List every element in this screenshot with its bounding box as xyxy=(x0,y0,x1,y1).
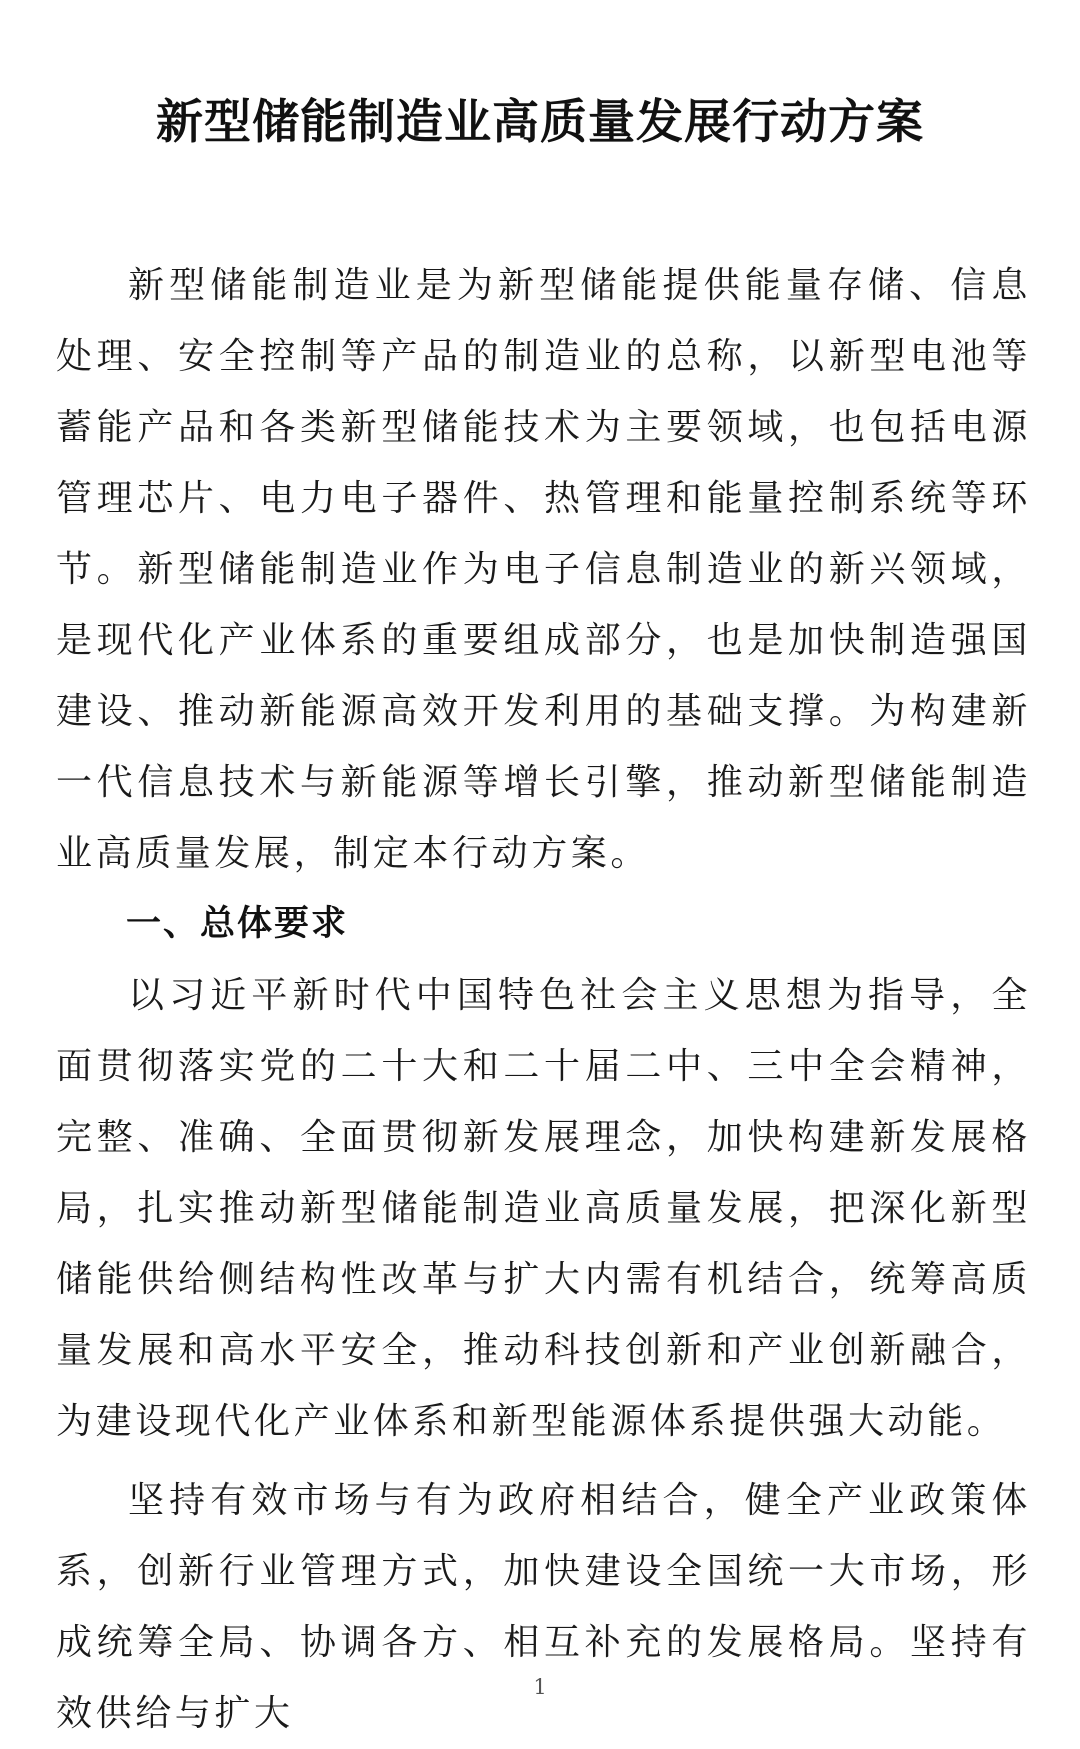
section-heading-general-requirements: 一、总体要求 xyxy=(126,904,349,944)
section-paragraph-principles: 坚持有效市场与有为政府相结合，健全产业政策体系，创新行业管理方式，加快建设全国统一大市场，形成统筹全局、协调各方、相互补充的发展格局。坚持有效供给与扩大 xyxy=(56,1480,1031,1734)
document-title: 新型储能制造业高质量发展行动方案 xyxy=(156,95,924,150)
page-number: 1 xyxy=(533,1675,547,1699)
document-body xyxy=(56,250,1031,1749)
section-paragraph-guiding-thought: 以习近平新时代中国特色社会主义思想为指导，全面贯彻落实党的二十大和二十届二中、三中全会精神，完整、准确、全面贯彻新发展理念，加快构建新发展格局，扎实推动新型储能制造业高质量发展，把深化新型储能供给侧结构性改革与扩大内需有机结合，统筹高质量发展和高水平安全，推动科技创新和产业创新融合，为建设现代化产业体系和新型能源体系提供强大动能。 xyxy=(56,975,1031,1442)
intro-paragraph: 新型储能制造业是为新型储能提供能量存储、信息处理、安全控制等产品的制造业的总称，以新型电池等蓄能产品和各类新型储能技术为主要领域，也包括电源管理芯片、电力电子器件、热管理和能量控制系统等环节。新型储能制造业作为电子信息制造业的新兴领域，是现代化产业体系的重要组成部分，也是加快制造强国建设、推动新能源高效开发利用的基础支撑。为构建新一代信息技术与新能源等增长引擎，推动新型储能制造业高质量发展，制定本行动方案。 xyxy=(56,265,1031,874)
